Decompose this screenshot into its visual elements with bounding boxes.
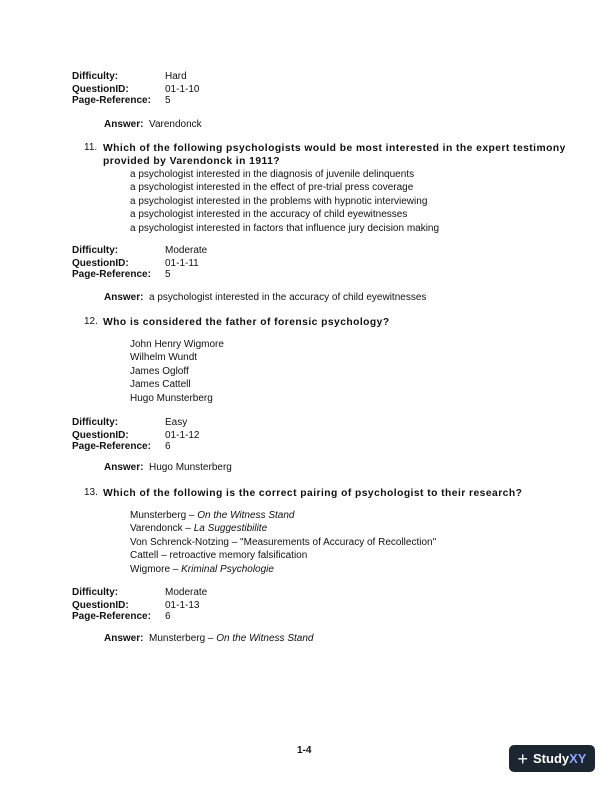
option-b [130, 523, 267, 534]
logo-text-main: Study [533, 751, 570, 766]
option-b: a psychologist interested in the effect of pre-trial press coverage [130, 182, 414, 193]
option-d-text: Cattell – retroactive memory falsification [130, 550, 308, 561]
question-id-value: 01-1-11 [165, 258, 199, 269]
question-id-value: 01-1-12 [165, 430, 200, 441]
answer-value: Munsterberg – [149, 633, 217, 644]
answer-line [104, 633, 313, 644]
option-b: Wilhelm Wundt [130, 352, 198, 363]
answer-label: Answer: [104, 633, 144, 644]
option-e-text: Wigmore – [130, 564, 182, 575]
difficulty-value: Moderate [165, 245, 208, 256]
option-c [130, 537, 436, 548]
difficulty-label: Difficulty: [72, 587, 119, 598]
question-id-value: 01-1-10 [165, 84, 200, 95]
question-text-cont: provided by Varendonck in 1911? [103, 156, 281, 167]
option-a-title: On the Witness Stand [197, 510, 295, 521]
answer-label: Answer: [104, 292, 144, 303]
answer-value: a psychologist interested in the accuracy of child eyewitnesses [149, 292, 427, 303]
question-number: 11. [84, 142, 98, 153]
page-reference-label: Page-Reference: [72, 441, 151, 452]
question-number: 12. [84, 316, 98, 327]
page-reference-label: Page-Reference: [72, 611, 151, 622]
answer-label: Answer: [104, 119, 144, 130]
option-d [130, 550, 307, 561]
answer-line [104, 292, 426, 303]
question-id-label: QuestionID: [72, 430, 129, 441]
page-reference-value: 5 [165, 95, 171, 106]
page-number: 1-4 [297, 745, 312, 756]
page-reference-value: 6 [165, 611, 171, 622]
logo-text [533, 751, 586, 766]
option-d: a psychologist interested in the accuracy of child eyewitnesses [130, 209, 408, 220]
difficulty-label: Difficulty: [72, 417, 119, 428]
difficulty-value: Moderate [165, 587, 208, 598]
option-e [130, 564, 274, 575]
question-id-label: QuestionID: [72, 600, 129, 611]
page-reference-value: 5 [165, 269, 171, 280]
answer-value: Varendonck [149, 119, 202, 130]
page-reference-value: 6 [165, 441, 171, 452]
difficulty-label: Difficulty: [72, 71, 119, 82]
studyxy-logo[interactable] [509, 745, 595, 772]
question-id-value: 01-1-13 [165, 600, 200, 611]
answer-title: On the Witness Stand [216, 633, 314, 644]
option-d: James Cattell [130, 379, 191, 390]
option-a: a psychologist interested in the diagnosis of juvenile delinquents [130, 169, 415, 180]
answer-line [104, 462, 232, 473]
question-text: Which of the following psychologists would be most interested in the expert testimony [103, 143, 566, 154]
option-b-text: Varendonck – [130, 523, 194, 534]
question-id-label: QuestionID: [72, 258, 129, 269]
option-c-text: Von Schrenck-Notzing – "Measurements of Accuracy of Recollection" [130, 537, 437, 548]
answer-label: Answer: [104, 462, 144, 473]
logo-text-accent: XY [569, 751, 587, 766]
option-e: a psychologist interested in factors that influence jury decision making [130, 223, 440, 234]
question-text: Who is considered the father of forensic psychology? [103, 317, 390, 328]
option-a: John Henry Wigmore [130, 339, 224, 350]
plus-icon: + [517, 748, 529, 769]
page-reference-label: Page-Reference: [72, 269, 151, 280]
option-e: Hugo Munsterberg [130, 393, 213, 404]
answer-line [104, 119, 202, 130]
difficulty-label: Difficulty: [72, 245, 119, 256]
option-a [130, 510, 294, 521]
answer-value: Hugo Munsterberg [149, 462, 232, 473]
option-a-text: Munsterberg – [130, 510, 198, 521]
option-c: James Ogloff [130, 366, 189, 377]
option-b-title: La Suggestibilite [193, 523, 268, 534]
difficulty-value: Easy [165, 417, 188, 428]
question-text: Which of the following is the correct pairing of psychologist to their research? [103, 488, 523, 499]
page-reference-label: Page-Reference: [72, 95, 151, 106]
question-id-label: QuestionID: [72, 84, 129, 95]
option-c: a psychologist interested in the problems with hypnotic interviewing [130, 196, 428, 207]
difficulty-value: Hard [165, 71, 187, 82]
option-e-title: Kriminal Psychologie [181, 564, 274, 575]
question-number: 13. [84, 487, 98, 498]
